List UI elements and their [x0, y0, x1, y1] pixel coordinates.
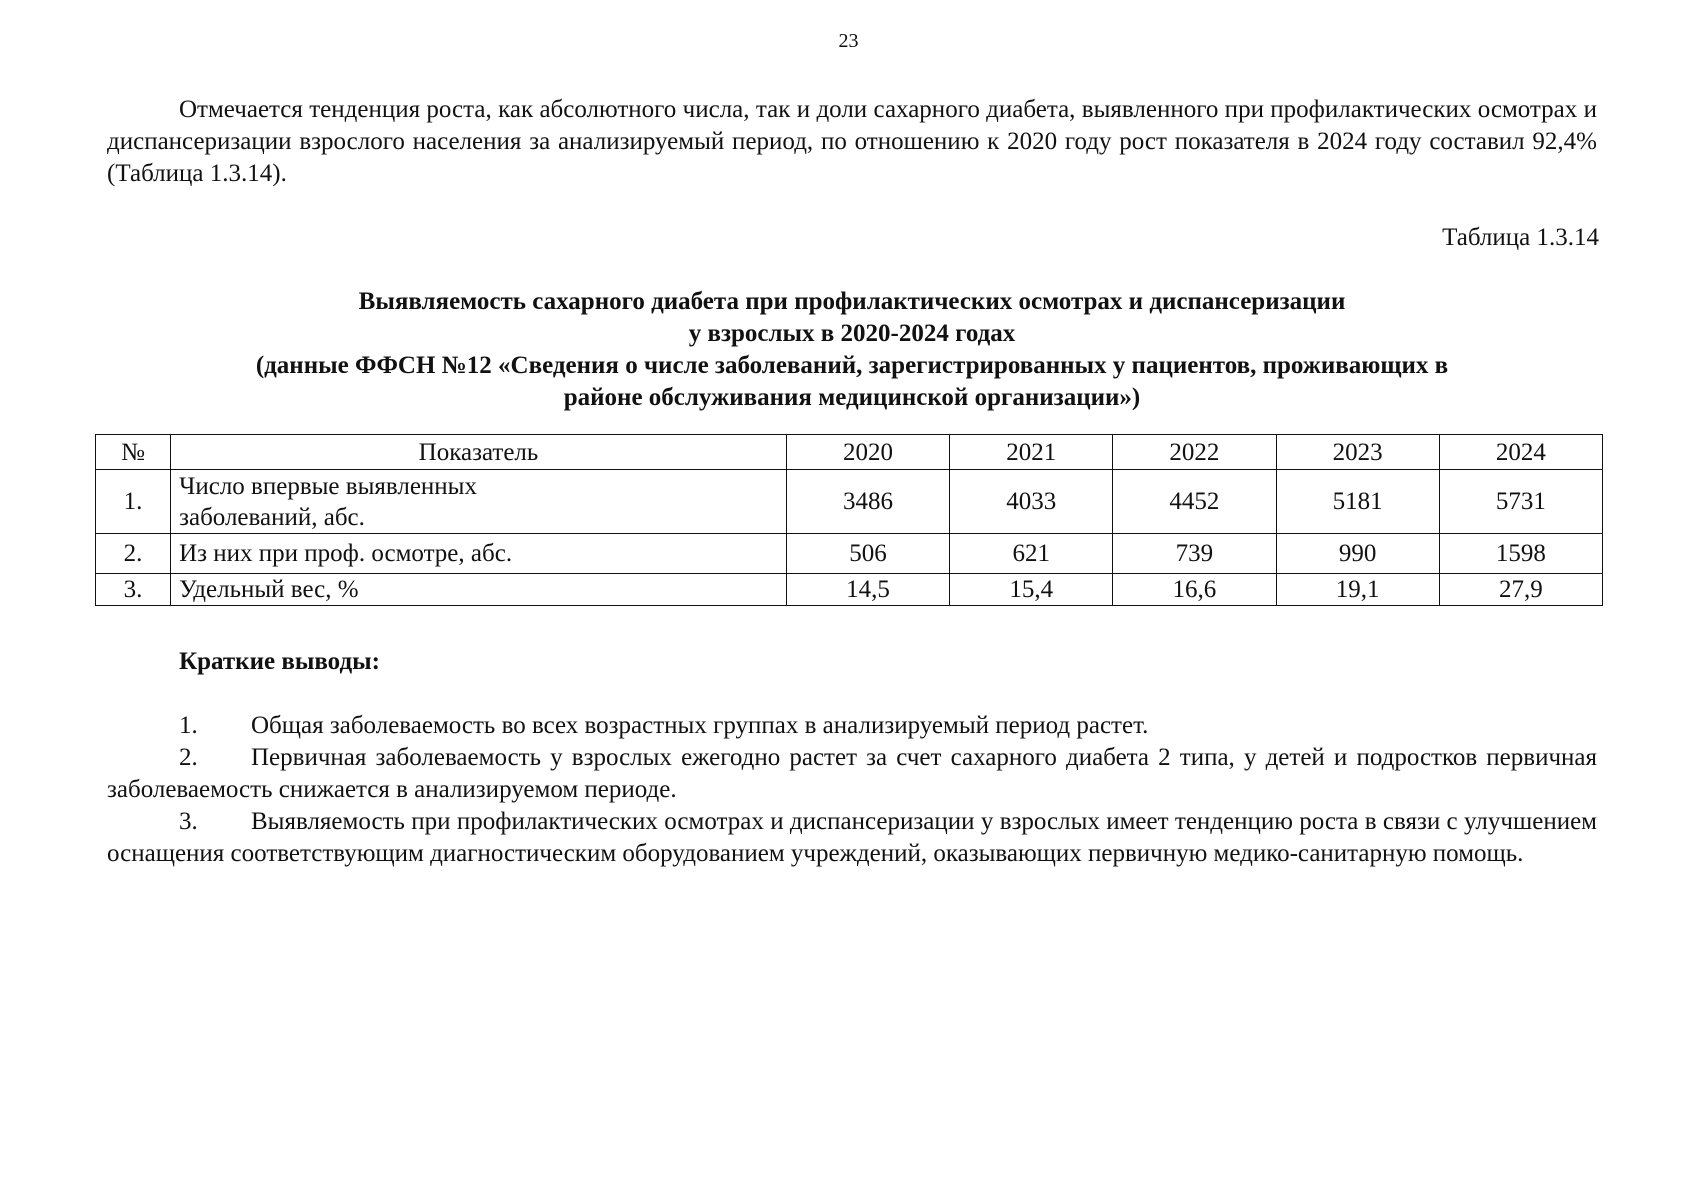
row-value: 14,5: [786, 574, 949, 606]
row-index: 3.: [96, 574, 171, 606]
row-value: 19,1: [1276, 574, 1439, 606]
list-item: [107, 710, 1597, 742]
header-cell-year: 2023: [1276, 435, 1439, 470]
header-cell-year: 2021: [950, 435, 1113, 470]
header-cell-indicator: Показатель: [171, 435, 787, 470]
header-cell-number: №: [96, 435, 171, 470]
list-item-number: 3.: [179, 808, 198, 835]
header-cell-year: 2020: [786, 435, 949, 470]
list-item: [107, 742, 1597, 806]
intro-paragraph: Отмечается тенденция роста, как абсолютного числа, так и доли сахарного диабета, выявленного при профилактических осмотрах и диспансеризации взрослого населения за анализируемый период, по отношению к 2020 году рост показателя в 2024 году составил 92,4% (Таблица 1.3.14).: [107, 96, 1597, 187]
row-value: 1598: [1439, 534, 1602, 574]
table-title-line-1: Выявляемость сахарного диабета при профилактических осмотрах и диспансеризации: [358, 288, 1346, 315]
table-row: [96, 470, 1603, 534]
header-cell-year: 2022: [1113, 435, 1276, 470]
page-number: 23: [838, 30, 859, 52]
table-title-line-4: районе обслуживания медицинской организации»): [563, 384, 1141, 411]
conclusions-title: Краткие выводы:: [179, 648, 380, 675]
list-item-number: 1.: [179, 712, 198, 739]
list-item-number: 2.: [179, 744, 198, 771]
row-value: 506: [786, 534, 949, 574]
list-item-text: Общая заболеваемость во всех возрастных группах в анализируемый период растет.: [251, 712, 1149, 739]
row-value: 16,6: [1113, 574, 1276, 606]
list-item-text: Выявляемость при профилактических осмотрах и диспансеризации у взрослых имеет тенденцию роста в связи с улучшением оснащения соответствующим диагностическим оборудованием учреждений, оказывающих первичную медико-санитарную помощь.: [107, 808, 1597, 867]
row-value: 3486: [786, 470, 949, 534]
list-item: [107, 806, 1597, 870]
table-header-row: [96, 435, 1603, 470]
row-label: Удельный вес, %: [171, 574, 787, 606]
table-number: Таблица 1.3.14: [1442, 224, 1599, 251]
row-value: 27,9: [1439, 574, 1602, 606]
row-label: Из них при проф. осмотре, абс.: [171, 534, 787, 574]
row-value: 621: [950, 534, 1113, 574]
table-title-line-2: у взрослых в 2020-2024 годах: [688, 320, 1016, 347]
row-value: 15,4: [950, 574, 1113, 606]
table-row: [96, 534, 1603, 574]
row-index: 1.: [96, 470, 171, 534]
header-cell-year: 2024: [1439, 435, 1602, 470]
table-row: [96, 574, 1603, 606]
row-value: 4452: [1113, 470, 1276, 534]
row-index: 2.: [96, 534, 171, 574]
data-table: [95, 434, 1603, 606]
row-label: Число впервые выявленных заболеваний, абс.: [171, 470, 787, 534]
row-value: 4033: [950, 470, 1113, 534]
row-value: 739: [1113, 534, 1276, 574]
row-value: 5181: [1276, 470, 1439, 534]
row-value: 5731: [1439, 470, 1602, 534]
table-title-line-3: (данные ФФСН №12 «Сведения о числе заболеваний, зарегистрированных у пациентов, проживающих в: [255, 352, 1449, 379]
conclusions-list: [107, 710, 1597, 870]
table-title: [107, 286, 1597, 414]
list-item-text: Первичная заболеваемость у взрослых ежегодно растет за счет сахарного диабета 2 типа, у детей и подростков первичная заболеваемость снижается в анализируемом периоде.: [107, 744, 1597, 803]
row-value: 990: [1276, 534, 1439, 574]
